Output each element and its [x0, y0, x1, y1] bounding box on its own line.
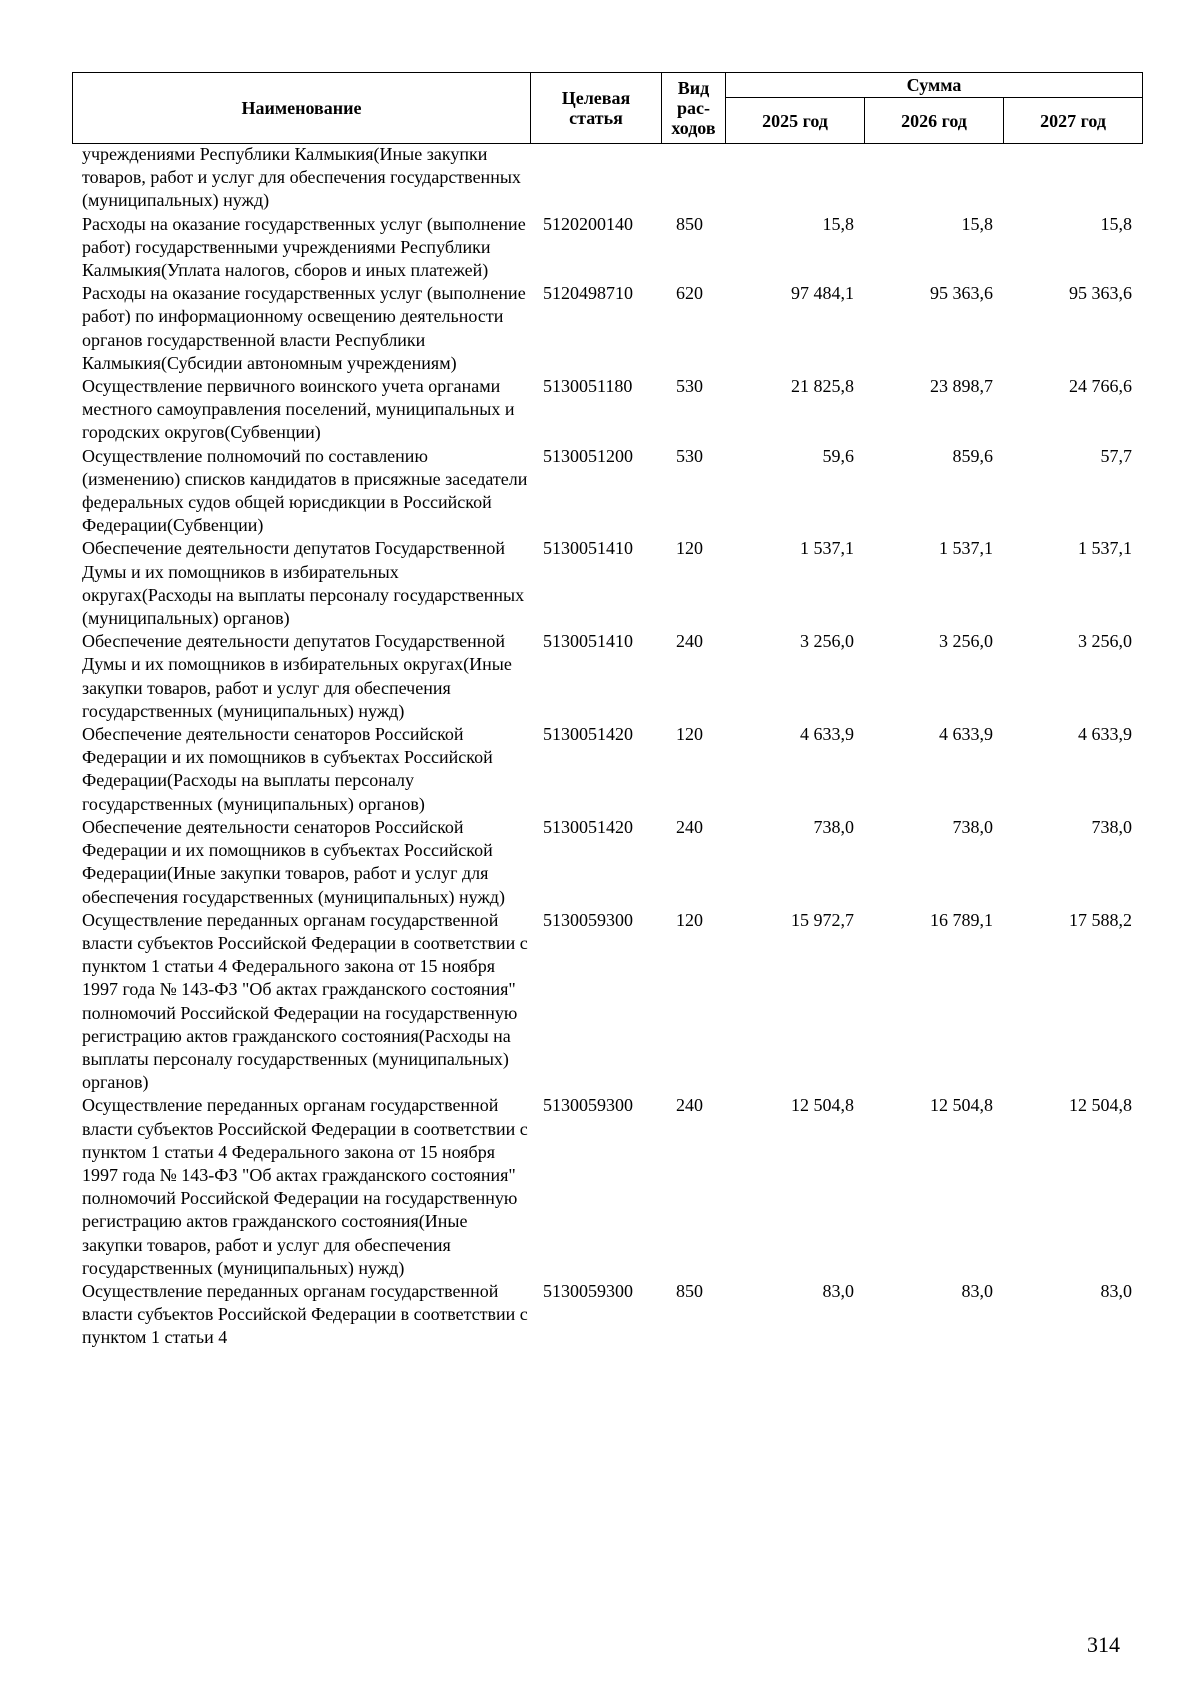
row-sum-2025: 12 504,8: [791, 1095, 854, 1116]
row-sum-2026: 738,0: [952, 816, 993, 837]
row-expense-type: 120: [676, 724, 703, 745]
row-expense-type: 850: [676, 1280, 703, 1301]
row-expense-type: [661, 143, 725, 213]
row-target-article: 5130059300: [543, 1280, 633, 1301]
row-name: Осуществление переданных органам государственной власти субъектов Российской Федерации в соответствии с пунктом 1 статьи 4 Федерального закона от 15 ноября 1997 года № 143-ФЗ "Об актах гражданского состояния" полномочий Российской Федерации на государственную регистрацию актов гражданского состояния(Расходы на выплаты персоналу государственных (муниципальных) органов): [82, 909, 528, 1093]
row-expense-type: 850: [676, 213, 703, 234]
header-year-2027: 2027 год: [1004, 98, 1143, 144]
table-row: [72, 1280, 1142, 1350]
row-expense-type: 240: [676, 631, 703, 652]
row-name: Обеспечение деятельности сенаторов Российской Федерации и их помощников в субъектах Российской Федерации(Расходы на выплаты персоналу государственных (муниципальных) органов): [82, 724, 493, 814]
row-sum-2027: 24 766,6: [1069, 376, 1132, 397]
row-sum-2027: 12 504,8: [1069, 1095, 1132, 1116]
row-expense-type: 530: [676, 376, 703, 397]
table-row: [72, 723, 1142, 816]
row-expense-type: 620: [676, 283, 703, 304]
row-sum-2026: 16 789,1: [930, 909, 993, 930]
row-sum-2027: [1003, 143, 1142, 213]
header-year-2026: 2026 год: [865, 98, 1004, 144]
row-sum-2025: 21 825,8: [791, 376, 854, 397]
table-row: [72, 375, 1142, 445]
budget-table-header: [72, 72, 1143, 144]
header-sum: Сумма: [726, 73, 1143, 98]
row-sum-2027: 1 537,1: [1078, 538, 1132, 559]
row-target-article: 5130051410: [543, 538, 633, 559]
table-row: [72, 909, 1142, 1095]
row-sum-2025: 59,6: [822, 445, 854, 466]
row-target-article: 5130051200: [543, 445, 633, 466]
row-sum-2026: 1 537,1: [939, 538, 993, 559]
row-sum-2027: 95 363,6: [1069, 283, 1132, 304]
row-name: Расходы на оказание государственных услуг (выполнение работ) государственными учреждениями Республики Калмыкия(Уплата налогов, сборов и иных платежей): [82, 213, 526, 281]
row-sum-2026: 12 504,8: [930, 1095, 993, 1116]
row-sum-2026: 15,8: [961, 213, 993, 234]
header-expense-type: Вид рас-ходов: [662, 73, 726, 144]
row-sum-2025: 1 537,1: [800, 538, 854, 559]
row-sum-2027: 17 588,2: [1069, 909, 1132, 930]
row-expense-type: 240: [676, 816, 703, 837]
row-sum-2025: 15,8: [822, 213, 854, 234]
row-sum-2025: 738,0: [813, 816, 854, 837]
row-sum-2027: 3 256,0: [1078, 631, 1132, 652]
table-row: [72, 213, 1142, 283]
row-sum-2025: 97 484,1: [791, 283, 854, 304]
row-sum-2026: 23 898,7: [930, 376, 993, 397]
row-sum-2025: 83,0: [822, 1280, 854, 1301]
row-sum-2026: 859,6: [952, 445, 993, 466]
row-name: Осуществление первичного воинского учета органами местного самоуправления поселений, муниципальных и городских округов(Субвенции): [82, 376, 515, 443]
row-target-article: 5130051180: [543, 376, 633, 397]
row-sum-2026: 4 633,9: [939, 724, 993, 745]
row-name: Обеспечение деятельности депутатов Государственной Думы и их помощников в избирательных округах(Расходы на выплаты персоналу государственных (муниципальных) органов): [82, 538, 525, 629]
table-row: [72, 1094, 1142, 1280]
row-sum-2025: 4 633,9: [800, 724, 854, 745]
row-sum-2026: 95 363,6: [930, 283, 993, 304]
row-sum-2025: 3 256,0: [800, 631, 854, 652]
row-target-article: 5130051410: [543, 631, 633, 652]
row-name: Расходы на оказание государственных услуг (выполнение работ) по информационному освещению деятельности органов государственной власти Республики Калмыкия(Субсидии автономным учреждениям): [82, 283, 526, 373]
row-name: Осуществление переданных органам государственной власти субъектов Российской Федерации в соответствии с пунктом 1 статьи 4 Федерального закона от 15 ноября 1997 года № 143-ФЗ "Об актах гражданского состояния" полномочий Российской Федерации на государственную регистрацию актов гражданского состояния(Иные закупки товаров, работ и услуг для обеспечения государственных (муниципальных) нужд): [82, 1095, 528, 1278]
table-row: [72, 816, 1142, 909]
row-sum-2027: 738,0: [1091, 816, 1132, 837]
row-target-article: 5130059300: [543, 1095, 633, 1116]
header-year-2025: 2025 год: [726, 98, 865, 144]
table-row: [72, 282, 1142, 375]
table-row: [72, 445, 1142, 538]
row-target-article: 5130059300: [543, 909, 633, 930]
header-name: Наименование: [73, 73, 531, 144]
row-name: Осуществление полномочий по составлению (изменению) списков кандидатов в присяжные заседатели федеральных судов общей юрисдикции в Российской Федерации(Субвенции): [82, 445, 528, 536]
row-sum-2025: 15 972,7: [791, 909, 854, 930]
row-target-article: 5120498710: [543, 283, 633, 304]
row-sum-2027: 4 633,9: [1078, 724, 1132, 745]
row-sum-2027: 57,7: [1100, 445, 1132, 466]
row-expense-type: 240: [676, 1095, 703, 1116]
table-row: [72, 630, 1142, 723]
row-sum-2027: 83,0: [1100, 1280, 1132, 1301]
header-target-article: Целевая статья: [531, 73, 662, 144]
row-sum-2025: [725, 143, 864, 213]
row-sum-2027: 15,8: [1100, 213, 1132, 234]
row-name: Обеспечение деятельности депутатов Государственной Думы и их помощников в избирательных округах(Иные закупки товаров, работ и услуг для обеспечения государственных (муниципальных) нужд): [82, 631, 512, 721]
row-sum-2026: 83,0: [961, 1280, 993, 1301]
row-expense-type: 120: [676, 909, 703, 930]
table-row: [72, 143, 1142, 213]
row-target-article: 5130051420: [543, 816, 633, 837]
budget-rows: [72, 143, 1142, 1350]
row-target-article: [530, 143, 661, 213]
row-expense-type: 530: [676, 445, 703, 466]
budget-table-body: [72, 143, 1142, 1350]
row-name: Осуществление переданных органам государственной власти субъектов Российской Федерации в соответствии с пунктом 1 статьи 4: [82, 1280, 528, 1348]
row-target-article: 5120200140: [543, 213, 633, 234]
row-target-article: 5130051420: [543, 724, 633, 745]
page-number: 314: [1087, 1632, 1120, 1657]
table-row: [72, 537, 1142, 630]
row-sum-2026: 3 256,0: [939, 631, 993, 652]
row-name: Обеспечение деятельности сенаторов Российской Федерации и их помощников в субъектах Российской Федерации(Иные закупки товаров, работ и услуг для обеспечения государственных (муниципальных) нужд): [82, 816, 505, 907]
row-name: учреждениями Республики Калмыкия(Иные закупки товаров, работ и услуг для обеспечения государственных (муниципальных) нужд): [82, 144, 521, 211]
row-expense-type: 120: [676, 538, 703, 559]
row-sum-2026: [864, 143, 1003, 213]
